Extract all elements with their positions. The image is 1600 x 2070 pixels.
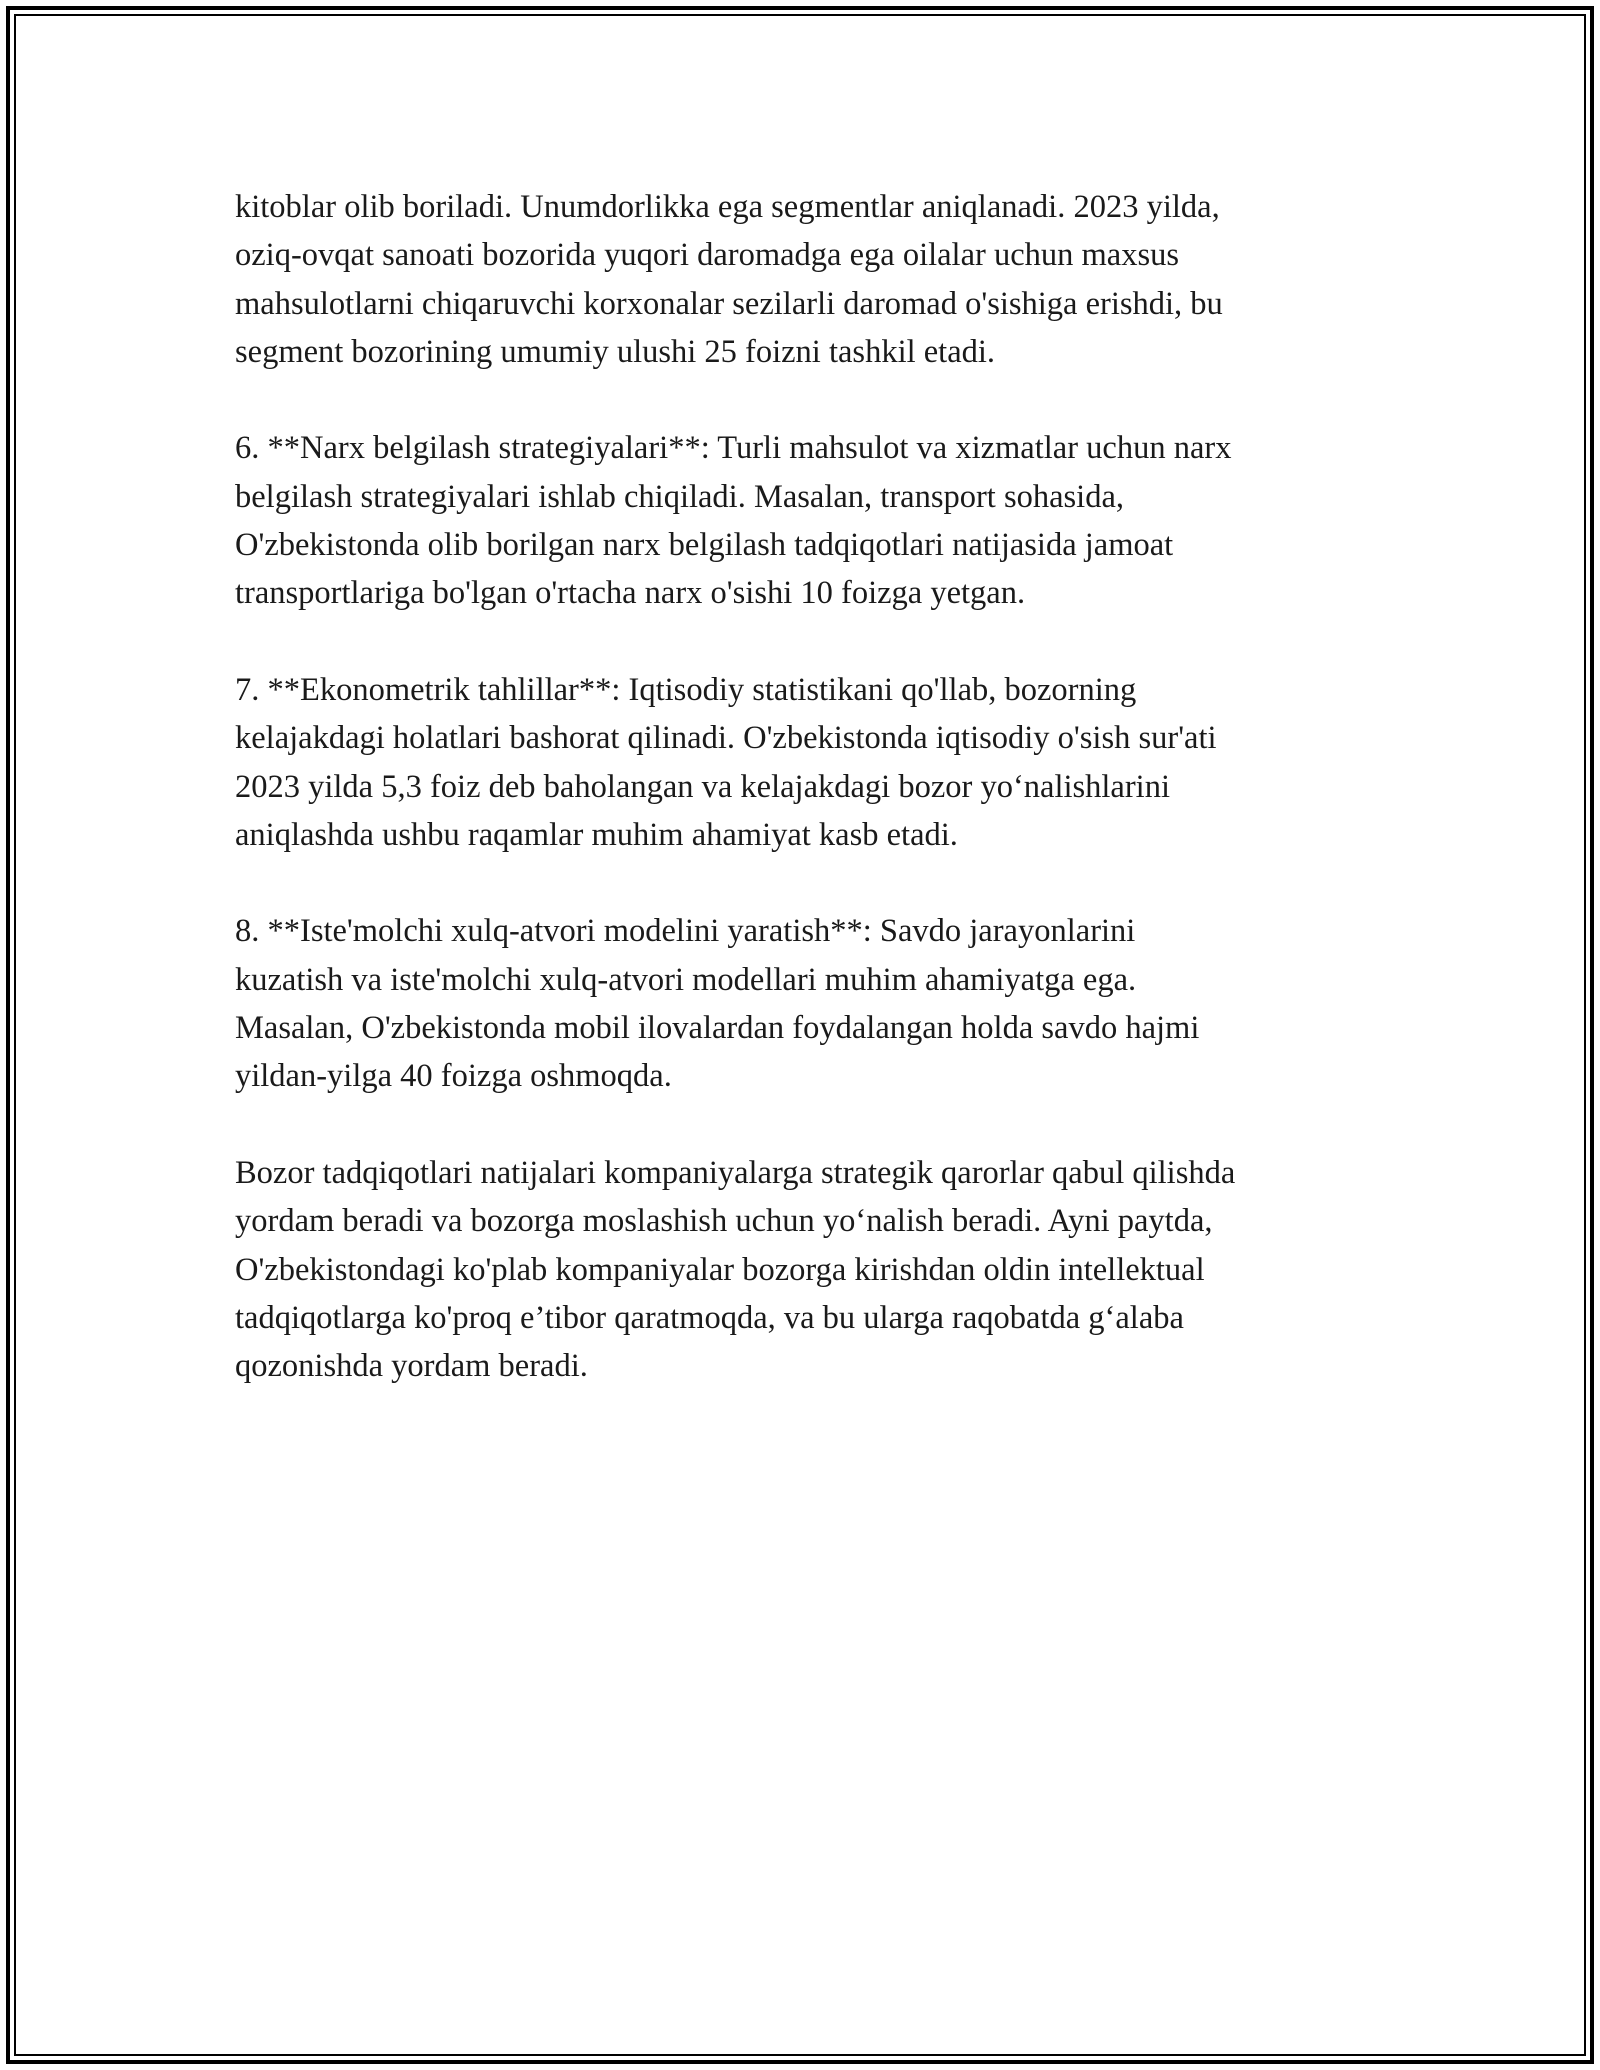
text-line: O'zbekistonda olib borilgan narx belgilash tadqiqotlari natijasida jamoat [235, 527, 1174, 564]
paragraph-segmentation [235, 183, 1395, 376]
text-line: 6. **Narx belgilash strategiyalari**: Turli mahsulot va xizmatlar uchun narx [235, 430, 1232, 467]
text-line: tadqiqotlarga ko'proq e’tibor qaratmoqda, va bu ularga raqobatda g‘alaba [235, 1299, 1184, 1336]
text-line: 8. **Iste'molchi xulq-atvori modelini yaratish**: Savdo jarayonlarini [235, 913, 1136, 950]
text-line: kuzatish va iste'molchi xulq-atvori modellari muhim ahamiyatga ega. [235, 961, 1137, 998]
text-line: Masalan, O'zbekistonda mobil ilovalardan foydalangan holda savdo hajmi [235, 1010, 1200, 1047]
text-line: mahsulotlarni chiqaruvchi korxonalar sezilarli daromad o'sishiga erishdi, bu [235, 285, 1223, 322]
text-line: transportlariga bo'lgan o'rtacha narx o'sishi 10 foizga yetgan. [235, 575, 1026, 612]
paragraph-conclusion [235, 1149, 1395, 1390]
text-line: yordam beradi va bozorga moslashish uchun yo‘nalish beradi. Ayni paytda, [235, 1203, 1213, 1240]
document-body [235, 183, 1395, 1439]
text-line: aniqlashda ushbu raqamlar muhim ahamiyat kasb etadi. [235, 816, 958, 853]
text-line: 2023 yilda 5,3 foiz deb baholangan va kelajakdagi bozor yo‘nalishlarini [235, 768, 1170, 805]
text-line: 7. **Ekonometrik tahlillar**: Iqtisodiy statistikani qo'llab, bozorning [235, 671, 1137, 708]
text-line: kitoblar olib boriladi. Unumdorlikka ega segmentlar aniqlanadi. 2023 yilda, [235, 189, 1220, 225]
text-line: belgilash strategiyalari ishlab chiqiladi. Masalan, transport sohasida, [235, 478, 1125, 515]
text-line: O'zbekistondagi ko'plab kompaniyalar bozorga kirishdan oldin intellektual [235, 1251, 1205, 1288]
paragraph-consumer-behavior [235, 907, 1395, 1100]
text-line: Bozor tadqiqotlari natijalari kompaniyalarga strategik qarorlar qabul qilishda [235, 1154, 1236, 1191]
text-line: qozonishda yordam beradi. [235, 1348, 588, 1385]
paragraph-pricing-strategies [235, 424, 1395, 617]
text-line: kelajakdagi holatlari bashorat qilinadi. O'zbekistonda iqtisodiy o'sish sur'ati [235, 720, 1217, 757]
paragraph-econometric-analysis [235, 666, 1395, 859]
text-line: yildan-yilga 40 foizga oshmoqda. [235, 1058, 672, 1095]
text-line: segment bozorining umumiy ulushi 25 foizni tashkil etadi. [235, 333, 996, 370]
text-line: oziq-ovqat sanoati bozorida yuqori daromadga ega oilalar uchun maxsus [235, 237, 1180, 274]
